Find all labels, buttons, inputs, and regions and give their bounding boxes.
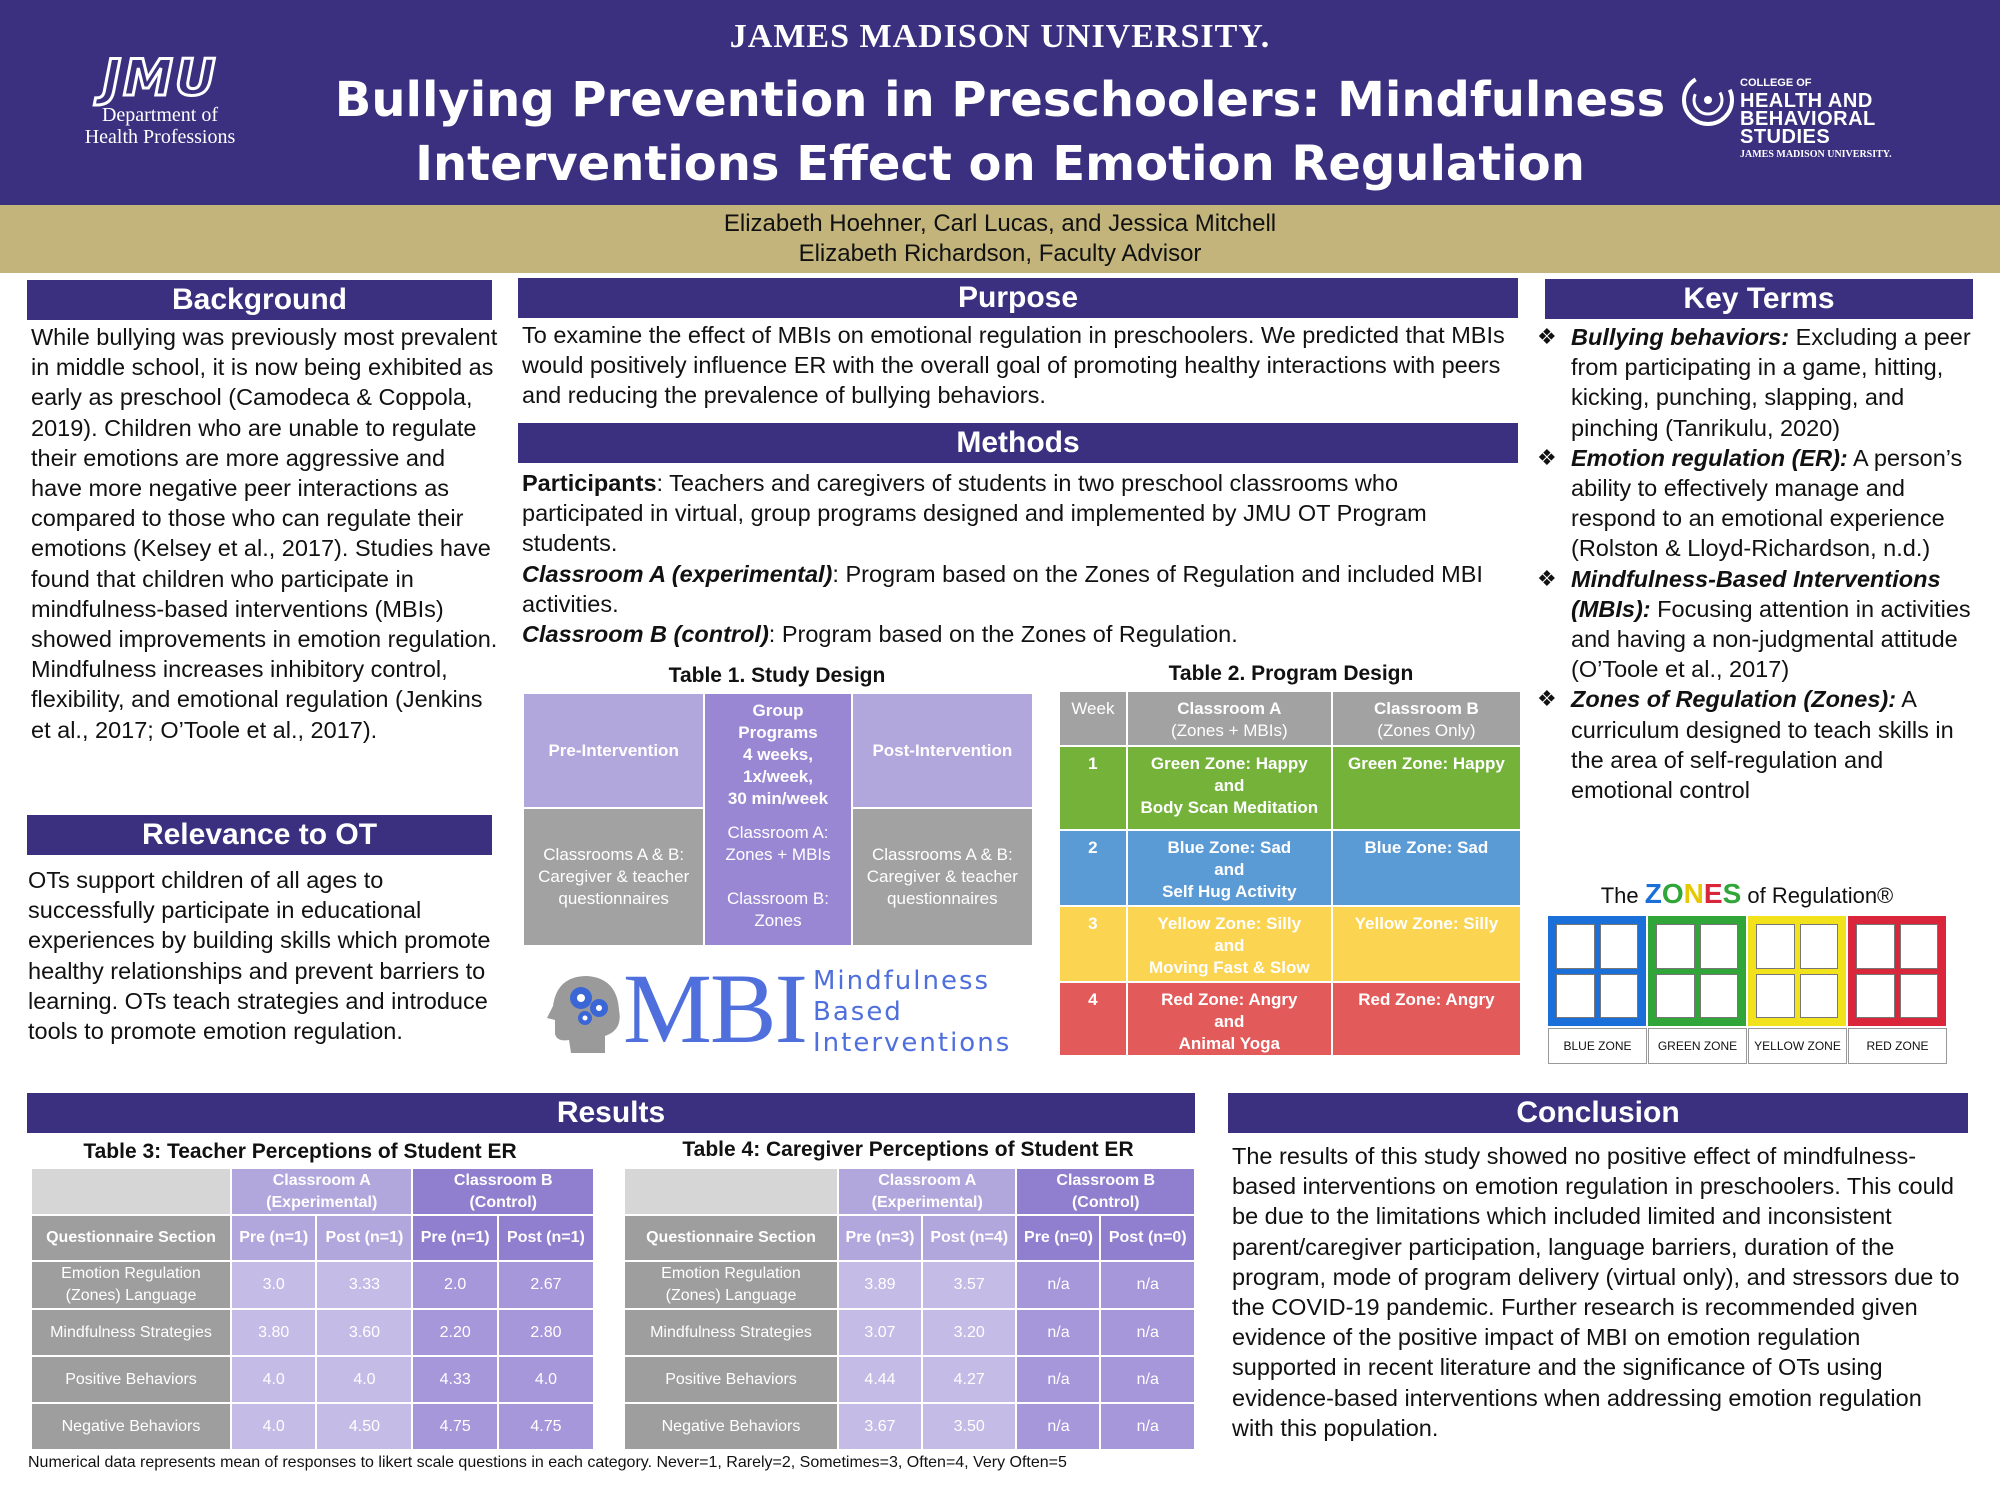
zone-label: YELLOW ZONE	[1748, 1028, 1847, 1064]
classroom-a-text: : Program based on the Zones of Regulation and included MBI activities.	[522, 560, 1483, 617]
key-term-item: ❖ Bullying behaviors: Excluding a peer from participating in a game, hitting, kicking, punching, slapping, and pinching (Tanrikulu, 2020)	[1537, 324, 1971, 441]
t4-col: Post (n=0)	[1100, 1215, 1195, 1261]
t1-post-intervention: Post-Intervention	[852, 693, 1033, 808]
dept-line-1: Department of	[101, 104, 219, 126]
t3-col: Post (n=1)	[316, 1215, 412, 1261]
conclusion-heading: Conclusion	[1228, 1093, 1968, 1133]
zone-label: RED ZONE	[1848, 1028, 1947, 1064]
methods-heading: Methods	[518, 423, 1518, 463]
mbi-letters: MBI	[623, 953, 806, 1064]
t4-col: Pre (n=0)	[1016, 1215, 1100, 1261]
mbi-logo	[545, 953, 1025, 1064]
relevance-heading: Relevance to OT	[27, 815, 492, 855]
purpose-heading: Purpose	[518, 278, 1518, 318]
head-gears-icon	[545, 968, 625, 1058]
jmu-logo-mark: JMU	[102, 52, 218, 107]
classroom-b-text: : Program based on the Zones of Regulation.	[768, 621, 1238, 648]
classroom-a-label: Classroom A (experimental)	[522, 560, 833, 587]
zone-label: BLUE ZONE	[1548, 1028, 1647, 1064]
table-row: Mindfulness Strategies 3.07 3.20 n/a n/a	[624, 1309, 1195, 1356]
authors-bar	[0, 205, 2000, 273]
diamond-bullet-icon: ❖	[1537, 565, 1557, 591]
background-heading: Background	[27, 280, 492, 320]
advisor-line: Elizabeth Richardson, Faculty Advisor	[798, 240, 1202, 267]
blue-zone-panel	[1548, 916, 1646, 1026]
table-row: Positive Behaviors 4.0 4.0 4.33 4.0	[31, 1356, 594, 1403]
diamond-bullet-icon: ❖	[1537, 324, 1557, 349]
university-name: JAMES MADISON UNIVERSITY.	[729, 18, 1271, 55]
t1-pre-intervention: Pre-Intervention	[523, 693, 704, 808]
key-terms-list	[1537, 322, 1975, 805]
table-row: Negative Behaviors 4.0 4.50 4.75 4.75	[31, 1403, 594, 1450]
zones-word: ZONES	[1644, 878, 1742, 909]
table4-caption: Table 4: Caregiver Perceptions of Student ER	[682, 1138, 1134, 1161]
poster-title	[300, 68, 1700, 196]
t2-week: 3	[1059, 906, 1127, 982]
table-row: Positive Behaviors 4.44 4.27 n/a n/a	[624, 1356, 1195, 1403]
key-term-item: ❖ Emotion regulation (ER): A person’s ability to effectively manage and respond to an emotional experience (Rolston & Lloyd-Richardson, n.d.)	[1537, 444, 1963, 562]
t3-group-a: Classroom A (Experimental)	[231, 1168, 412, 1215]
purpose-text: To examine the effect of MBIs on emotional regulation in preschoolers. We predicted that MBIs would positively influence ER with the overall goal of promoting healthy interactions with peers and reducing the prevalence of bullying behaviors.	[522, 322, 1505, 409]
relevance-text: OTs support children of all ages to successfully participate in educational experiences by building skills which promote healthy relationships and prevent barriers to learning. OTs teach strategies and introduce tools to promote emotion regulation.	[28, 867, 491, 1045]
diamond-bullet-icon: ❖	[1537, 686, 1557, 712]
t3-col-section: Questionnaire Section	[31, 1215, 231, 1261]
study-design-table	[522, 692, 1034, 947]
t2-cell-b: Green Zone: Happy	[1332, 746, 1521, 830]
t2-cell-b: Yellow Zone: Silly	[1332, 906, 1521, 982]
t2-cell-b: Red Zone: Angry	[1332, 982, 1521, 1056]
dept-line-2: Health Professions	[84, 126, 236, 147]
conclusion-text: The results of this study showed no positive effect of mindfulness-based interventions on emotion regulation in preschoolers. This could be due to the limitations which included limited and inconsistent parent/caregiver participation, language barriers, duration of the program, mode of program delivery (virtual only), and stressors due to the COVID-19 pandemic. Further research is recommended given evidence of the positive impact of MBI on emotion regulation supported in recent literature and the significance of OTs using evidence-based interventions when addressing emotion regulation with this population.	[1232, 1143, 1960, 1441]
zones-of-regulation-graphic	[1548, 878, 1946, 1068]
background-text: While bullying was previously most prevalent in middle school, it is now being exhibited as early as preschool (Camodeca & Coppola, 2019). Children who are unable to regulate their emotions are more aggressive and have more negative peer interactions as compared to those who can regulate their emotions (Kelsey et al., 2017). Studies have found that children who participate in mindfulness-based interventions (MBIs) showed improvements in emotion regulation. Mindfulness increases inhibitory control, flexibility, and emotional regulation (Jenkins et al., 2017; O’Toole et al., 2017).	[31, 324, 498, 743]
t1-group-programs-cell: Group Programs 4 weeks, 1x/week, 30 min/week Classroom A: Zones + MBIs Classroom B: Zones	[704, 693, 851, 946]
t4-col: Pre (n=3)	[838, 1215, 922, 1261]
t3-col: Pre (n=1)	[231, 1215, 316, 1261]
table-row: Mindfulness Strategies 3.80 3.60 2.20 2.80	[31, 1309, 594, 1356]
key-terms-heading: Key Terms	[1545, 279, 1973, 319]
t3-col: Pre (n=1)	[412, 1215, 497, 1261]
red-zone-panel	[1848, 916, 1946, 1026]
title-line-2: Interventions Effect on Emotion Regulation	[415, 136, 1585, 192]
results-footnote: Numerical data represents mean of responses to likert scale questions in each category. Never=1, Rarely=2, Sometimes=3, Often=4, Very Often=5	[28, 1454, 1067, 1471]
t4-col-section: Questionnaire Section	[624, 1215, 838, 1261]
jmu-department-logo	[60, 52, 260, 147]
t3-col: Post (n=1)	[498, 1215, 594, 1261]
teacher-perceptions-table	[30, 1167, 595, 1451]
methods-text	[522, 468, 1512, 649]
t2-cell-a: Red Zone: Angry and Animal Yoga	[1127, 982, 1332, 1056]
diamond-bullet-icon: ❖	[1537, 444, 1557, 470]
table2-caption: Table 2. Program Design	[1168, 662, 1414, 685]
college-line-2: HEALTH AND	[1740, 90, 1873, 112]
college-line-1: COLLEGE OF	[1740, 77, 1812, 89]
caregiver-perceptions-table	[623, 1167, 1196, 1451]
key-term-item: ❖ Mindfulness-Based Interventions (MBIs): Focusing attention in activities and having a non-judgmental attitude (O’Toole et al., 2017)	[1537, 565, 1971, 683]
college-line-3: BEHAVIORAL STUDIES	[1740, 108, 1876, 148]
t1-pre-detail: Classrooms A & B: Caregiver & teacher questionnaires	[523, 808, 704, 946]
t2-cell-a: Green Zone: Happy and Body Scan Meditation	[1127, 746, 1332, 830]
table-row: Emotion Regulation (Zones) Language 3.0 3.33 2.0 2.67	[31, 1261, 594, 1309]
t2-cell-a: Blue Zone: Sad and Self Hug Activity	[1127, 830, 1332, 906]
table3-caption: Table 3: Teacher Perceptions of Student ER	[83, 1140, 517, 1163]
results-heading: Results	[27, 1093, 1195, 1133]
authors-line: Elizabeth Hoehner, Carl Lucas, and Jessica Mitchell	[723, 210, 1277, 237]
key-term-item: ❖ Zones of Regulation (Zones): A curriculum designed to teach skills in the area of self-regulation and emotional control	[1537, 686, 1954, 804]
mbi-wordmark: Mindfulness Based Interventions	[813, 966, 1012, 1058]
zone-label: GREEN ZONE	[1648, 1028, 1747, 1064]
t2-week: 2	[1059, 830, 1127, 906]
participants-label: Participants	[522, 470, 657, 496]
green-zone-panel	[1648, 916, 1746, 1026]
t4-col: Post (n=4)	[922, 1215, 1017, 1261]
program-design-table	[1058, 690, 1522, 1057]
t2-head-a: Classroom A (Zones + MBIs)	[1127, 691, 1332, 746]
college-logo	[1678, 70, 1968, 160]
classroom-b-label: Classroom B (control)	[522, 621, 769, 648]
college-line-4: JAMES MADISON UNIVERSITY.	[1740, 149, 1892, 160]
participants-text: : Teachers and caregivers of students in two preschool classrooms who participated in virtual, group programs designed and implemented by JMU OT Program students.	[522, 470, 1427, 557]
t2-week: 4	[1059, 982, 1127, 1056]
college-emblem-icon	[1678, 70, 1738, 130]
t3-group-b: Classroom B (Control)	[412, 1168, 594, 1215]
table1-caption: Table 1. Study Design	[668, 664, 886, 687]
t2-cell-b: Blue Zone: Sad	[1332, 830, 1521, 906]
t1-post-detail: Classrooms A & B: Caregiver & teacher questionnaires	[852, 808, 1033, 946]
t2-head-b: Classroom B (Zones Only)	[1332, 691, 1521, 746]
t2-week: 1	[1059, 746, 1127, 830]
table-row: Negative Behaviors 3.67 3.50 n/a n/a	[624, 1403, 1195, 1450]
t2-cell-a: Yellow Zone: Silly and Moving Fast & Slow	[1127, 906, 1332, 982]
table-row: Emotion Regulation (Zones) Language 3.89 3.57 n/a n/a	[624, 1261, 1195, 1309]
t2-head-week: Week	[1059, 691, 1127, 746]
yellow-zone-panel	[1748, 916, 1846, 1026]
zones-title: The ZONES of Regulation®	[1600, 878, 1894, 909]
t4-group-b: Classroom B (Control)	[1016, 1168, 1195, 1215]
t4-group-a: Classroom A (Experimental)	[838, 1168, 1016, 1215]
title-line-1: Bullying Prevention in Preschoolers: Mindfulness	[334, 72, 1666, 128]
